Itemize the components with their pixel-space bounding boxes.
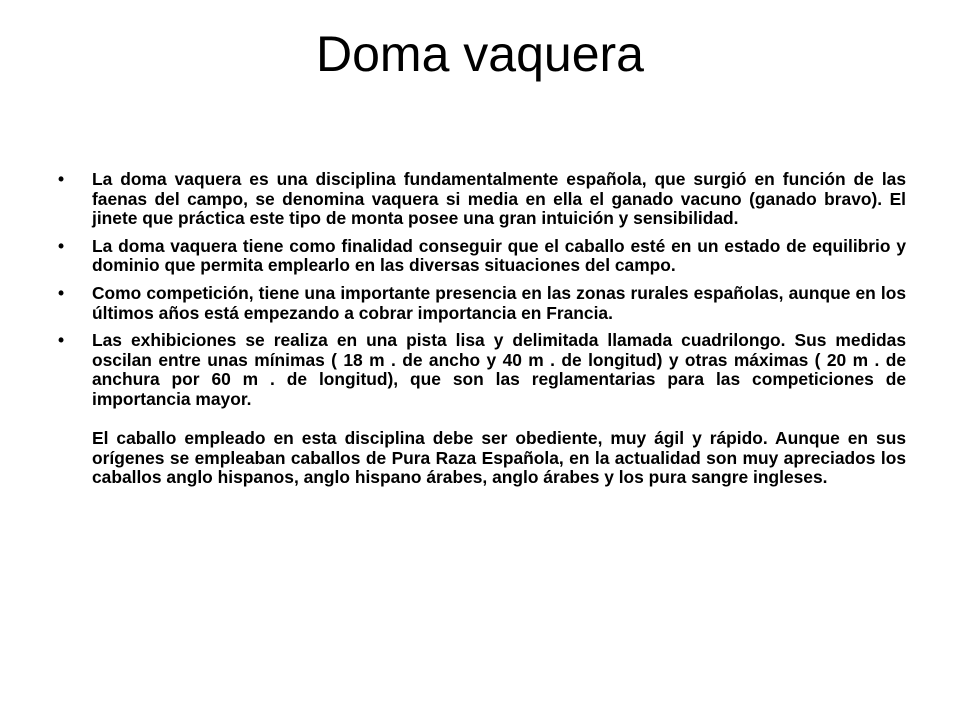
bullet-item-3 [58, 284, 906, 323]
bullet-text: Las exhibiciones se realiza en una pista lisa y delimitada llamada cuadrilongo. Sus medidas oscilan entre unas mínimas ( 18 m . de ancho y 40 m . de longitud) y otras máximas ( 20 m . de anchura por 60 m . de longitud), que son las reglamentarias para las competiciones de importancia mayor. [92, 330, 906, 409]
bullet-text: La doma vaquera tiene como finalidad conseguir que el caballo esté en un estado de equilibrio y dominio que permita emplearlo en las diversas situaciones del campo. [92, 235, 906, 276]
bullet-dot-icon: • [58, 169, 65, 189]
bullet-item-1 [58, 170, 906, 229]
bullet-text: Como competición, tiene una importante presencia en las zonas rurales españolas, aunque en los últimos años está empezando a cobrar importancia en Francia. [92, 282, 906, 323]
slide-title: Doma vaquera [316, 26, 644, 82]
bullet-dot-icon: • [58, 330, 65, 351]
bullet-dot-icon: • [58, 235, 65, 256]
bullet-text-continuation: El caballo empleado en esta disciplina debe ser obediente, muy ágil y rápido. Aunque en sus orígenes se empleaban caballos de Pura Raza Española, en la actualidad son muy apreciados los caballos anglo hispanos, anglo hispano árabes, anglo árabes y los pura sangre ingleses. [92, 428, 906, 488]
bullet-item-2 [58, 237, 906, 276]
bullet-list [58, 170, 906, 496]
bullet-dot-icon: • [58, 282, 65, 303]
bullet-item-4 [58, 331, 906, 488]
bullet-text: La doma vaquera es una disciplina fundamentalmente española, que surgió en función de las faenas del campo, se denomina vaquera si media en ella el ganado vacuno (ganado bravo). El jinete que práctica este tipo de monta posee una gran intuición y sensibilidad. [92, 169, 906, 229]
